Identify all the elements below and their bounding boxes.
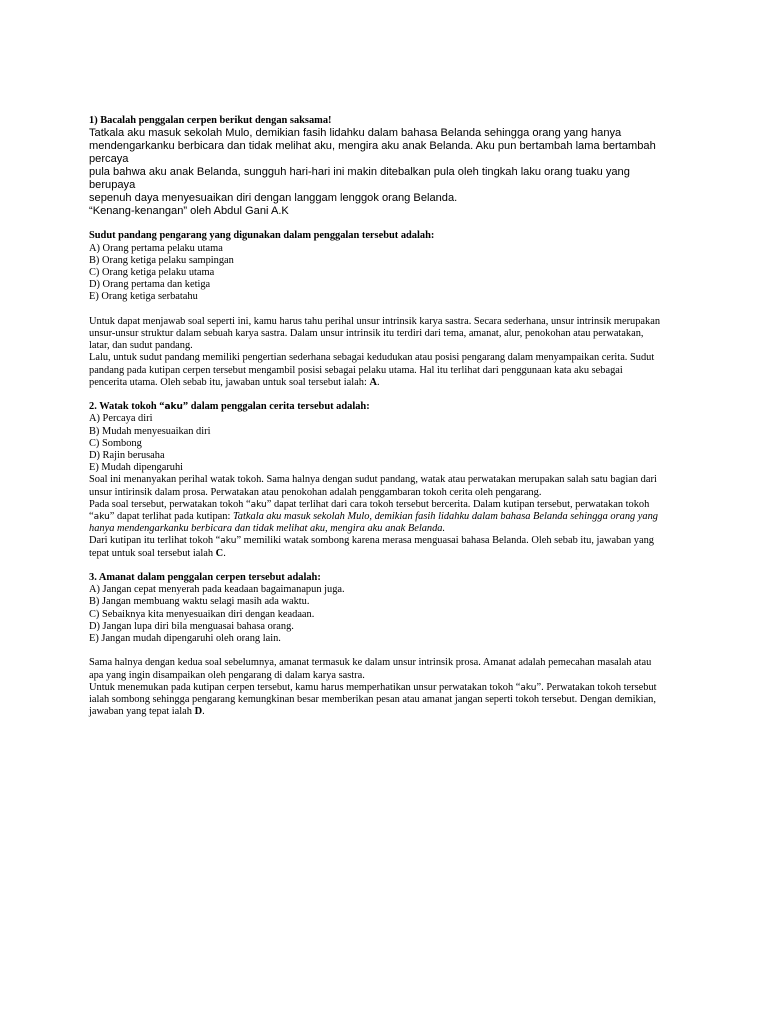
q1-explanation-line: unsur-unsur struktur dalam sebuah karya sastra. Dalam unsur intrinsik itu terdiri dari tema, amanat, alur, penokohan atau perwatakan, bbox=[89, 328, 644, 339]
passage-line: pula bahwa aku anak Belanda, sungguh hari-hari ini makin ditebalkan pula oleh tingkah laku orang tuaku yang berupaya bbox=[89, 166, 630, 192]
q1-question: Sudut pandang pengarang yang digunakan dalam penggalan tersebut adalah: bbox=[89, 230, 435, 242]
q3-option-c: C) Sebaiknya kita menyesuaikan diri dengan keadaan. bbox=[89, 608, 315, 620]
q2-line6-post: ” memiliki watak sombong karena merasa menguasai bahasa Belanda. Oleh sebab itu, jawaban yang bbox=[236, 535, 654, 547]
q3-line3-aku: aku bbox=[520, 682, 537, 693]
q1-answer-suffix: . bbox=[376, 376, 380, 388]
q3-explanation-line: Sama halnya dengan kedua soal sebelumnya, amanat termasuk ke dalam unsur intrinsik prosa. Amanat adalah pemecahan masalah atau bbox=[89, 657, 652, 669]
q2-explanation-line bbox=[89, 499, 679, 511]
q2-quote-continued: hanya mendengarkanku berbicara dan tidak melihat aku, mengira aku anak Belanda. bbox=[89, 523, 446, 535]
q2-line3-post: ” dapat terlihat dari cara tokoh tersebut bercerita. Dalam kutipan tersebut, perwatakan tokoh bbox=[266, 498, 650, 510]
q3-answer-prefix: jawaban yang tepat ialah bbox=[89, 706, 195, 718]
document-page bbox=[89, 115, 679, 718]
q2-heading bbox=[89, 401, 679, 413]
q3-heading: 3. Amanat dalam penggalan cerpen tersebut adalah: bbox=[89, 572, 321, 584]
q1-option-e: E) Orang ketiga serbatahu bbox=[89, 291, 198, 303]
q3-line3-post: ”. Perwatakan tokoh tersebut bbox=[536, 681, 657, 693]
q1-explanation-line: Untuk dapat menjawab soal seperti ini, kamu harus tahu perihal unsur intrinsik karya sastra. Secara sederhana, unsur intrinsik merupakan bbox=[89, 315, 661, 327]
q2-heading-aku: aku bbox=[164, 402, 183, 413]
q2-answer-prefix: tepat untuk soal tersebut ialah bbox=[89, 547, 216, 559]
q2-heading-pre: 2. Watak tokoh “ bbox=[89, 401, 165, 413]
passage-line: mendengarkanku berbicara dan tidak melihat aku, mengira aku anak Belanda. Aku pun bertambah lama bertambah percaya bbox=[89, 140, 656, 166]
q2-answer-line bbox=[89, 548, 679, 560]
q2-explanation-line: Soal ini menanyakan perihal watak tokoh. Sama halnya dengan sudut pandang, watak atau perwatakan merupakan salah satu bagian dari bbox=[89, 474, 657, 486]
q3-answer-suffix: . bbox=[202, 706, 205, 718]
q3-option-e: E) Jangan mudah dipengaruhi oleh orang lain. bbox=[89, 633, 281, 645]
q2-quote: Tatkala aku masuk sekolah Mulo, demikian fasih lidahku dalam bahasa Belanda sehingga orang yang bbox=[232, 511, 658, 523]
q2-line4-aku: aku bbox=[93, 512, 110, 523]
q1-passage bbox=[89, 127, 679, 218]
q2-line6-aku: aku bbox=[220, 536, 237, 547]
q2-line4-pre: “ bbox=[89, 511, 94, 523]
q1-explanation-line: latar, dan sudut pandang. bbox=[89, 340, 193, 352]
q1-option-b: B) Orang ketiga pelaku sampingan bbox=[89, 254, 234, 266]
q2-line3-pre: Pada soal tersebut, perwatakan tokoh “ bbox=[89, 498, 251, 510]
q2-answer-suffix: . bbox=[223, 547, 226, 559]
q2-line3-aku: aku bbox=[250, 499, 267, 510]
q3-option-b: B) Jangan membuang waktu selagi masih ada waktu. bbox=[89, 596, 310, 608]
q3-option-d: D) Jangan lupa diri bila menguasai bahasa orang. bbox=[89, 620, 294, 632]
q2-option-e: E) Mudah dipengaruhi bbox=[89, 462, 184, 474]
q2-option-a: A) Percaya diri bbox=[89, 413, 153, 425]
q2-line6-pre: Dari kutipan itu terlihat tokoh “ bbox=[89, 535, 221, 547]
q2-option-c: C) Sombong bbox=[89, 437, 142, 449]
q1-option-a: A) Orang pertama pelaku utama bbox=[89, 242, 223, 254]
q1-answer-line bbox=[89, 377, 679, 389]
q2-option-b: B) Mudah menyesuaikan diri bbox=[89, 425, 211, 437]
q1-answer-prefix: pencerita utama. Oleh sebab itu, jawaban untuk soal tersebut ialah: bbox=[89, 376, 370, 388]
q3-explanation-line: ialah sombong sehingga pengarang kemungkinan besar memberikan pesan atau amanat jangan seperti tokoh tersebut. Dengan demikian, bbox=[89, 694, 656, 706]
passage-line: Tatkala aku masuk sekolah Mulo, demikian fasih lidahku dalam bahasa Belanda sehingga orang yang hanya bbox=[89, 127, 622, 140]
q2-line4-post: ” dapat terlihat pada kutipan: bbox=[109, 511, 233, 523]
q3-option-a: A) Jangan cepat menyerah pada keadaan bagaimanapun juga. bbox=[89, 584, 345, 596]
q3-explanation-line: apa yang ingin disampaikan oleh pengarang di dalam karya sastra. bbox=[89, 669, 365, 681]
q2-option-d: D) Rajin berusaha bbox=[89, 450, 165, 462]
q2-heading-post: ” dalam penggalan cerita tersebut adalah: bbox=[182, 401, 370, 413]
q1-explanation-line: pandang pada kutipan cerpen tersebut mengambil posisi sebagai pelaku utama. Hal itu terlihat dari penggunaan kata aku sebagai bbox=[89, 364, 623, 376]
passage-source: “Kenang-kenangan” oleh Abdul Gani A.K bbox=[89, 205, 289, 218]
q2-explanation-line: unsur intirinsik dalam prosa. Perwatakan atau penokohan adalah penggambaran tokoh cerita oleh pengarang. bbox=[89, 486, 542, 498]
q2-explanation-line bbox=[89, 535, 679, 547]
q3-answer-line bbox=[89, 706, 679, 718]
q1-answer: A bbox=[369, 376, 377, 388]
q1-heading: 1) Bacalah penggalan cerpen berikut dengan saksama! bbox=[89, 115, 332, 126]
q1-option-d: D) Orang pertama dan ketiga bbox=[89, 279, 211, 291]
q1-option-c: C) Orang ketiga pelaku utama bbox=[89, 267, 215, 278]
passage-line: sepenuh daya menyesuaikan diri dengan langgam lenggok orang Belanda. bbox=[89, 192, 458, 205]
q3-answer: D bbox=[194, 706, 203, 718]
q3-line3-pre: Untuk menemukan pada kutipan cerpen tersebut, kamu harus memperhatikan unsur perwatakan tokoh “ bbox=[89, 681, 521, 693]
q1-explanation-line: Lalu, untuk sudut pandang memiliki pengertian sederhana sebagai kedudukan atau posisi pengarang dalam menyampaikan cerita. Sudut bbox=[89, 352, 655, 364]
q2-answer: C bbox=[215, 547, 224, 559]
q3-explanation-line bbox=[89, 682, 679, 694]
q2-explanation-line bbox=[89, 511, 679, 523]
